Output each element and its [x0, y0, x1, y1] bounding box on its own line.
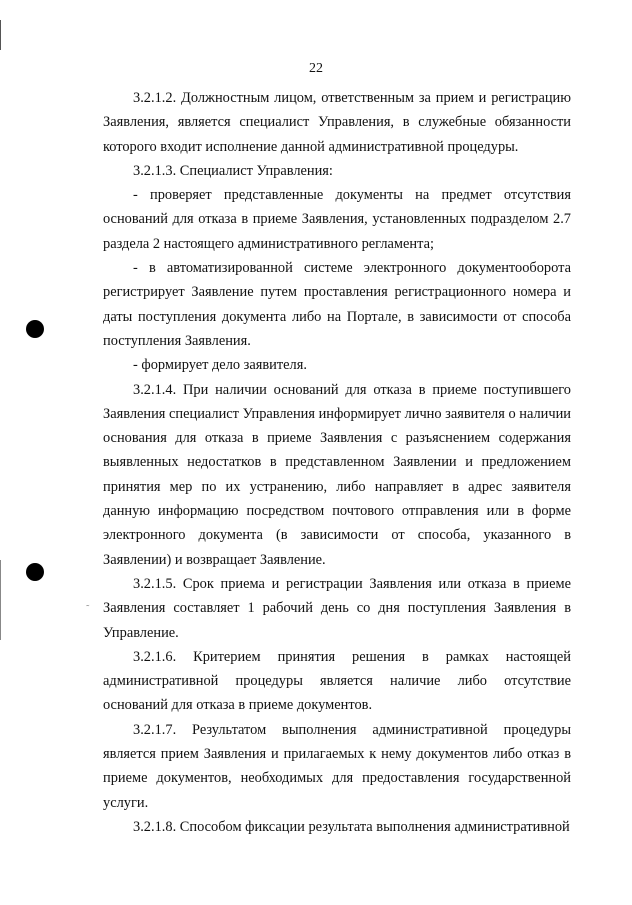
punch-hole	[26, 563, 44, 581]
paragraph-3-2-1-6: 3.2.1.6. Критерием принятия решения в рамках настоящей административной процедуры является наличие либо отсутствие оснований для отказа в приеме документов.	[103, 648, 571, 714]
punch-hole	[26, 320, 44, 338]
scan-speck: ˜	[86, 604, 90, 615]
paragraph-3-2-1-5: 3.2.1.5. Срок приема и регистрации Заявления или отказа в приеме Заявления составляет 1 рабочий день со дня поступления Заявления в Управление.	[103, 575, 571, 641]
document-body	[103, 86, 571, 839]
list-item-register-application: - в автоматизированной системе электронного документооборота регистрирует Заявление путем проставления регистрационного номера и даты поступления документа либо на Портале, в зависимости от способа поступления Заявления.	[103, 260, 571, 349]
list-item-check-documents: - проверяет представленные документы на предмет отсутствия оснований для отказа в приеме Заявления, установленных подразделом 2.7 раздела 2 настоящего административного регламента;	[103, 187, 571, 252]
paragraph-3-2-1-8: 3.2.1.8. Способом фиксации результата выполнения административной	[133, 818, 570, 835]
scan-edge-mark	[0, 560, 1, 640]
scan-edge-mark	[0, 20, 1, 50]
list-item-form-case: - формирует дело заявителя.	[133, 357, 307, 374]
paragraph-3-2-1-4: 3.2.1.4. При наличии оснований для отказа в приеме поступившего Заявления специалист Управления информирует лично заявителя о наличии основания для отказа в приеме Заявления с разъяснением содержания выявленных недостатков в представленном Заявлении и предложением принятия мер по их устранению, либо направляет в адрес заявителя данную информацию посредством почтового отправления или в форме электронного документа (в зависимости от способа, указанного в Заявлении) и возвращает Заявление.	[103, 381, 571, 568]
paragraph-3-2-1-2: 3.2.1.2. Должностным лицом, ответственным за прием и регистрацию Заявления, является специалист Управления, в служебные обязанности которого входит исполнение данной административной процедуры.	[103, 90, 571, 155]
page-number: 22	[309, 61, 323, 76]
paragraph-3-2-1-3: 3.2.1.3. Специалист Управления:	[133, 162, 333, 179]
paragraph-3-2-1-7: 3.2.1.7. Результатом выполнения административной процедуры является прием Заявления и прилагаемых к нему документов либо отказ в приеме документов, необходимых для предоставления государственной услуги.	[103, 721, 571, 811]
